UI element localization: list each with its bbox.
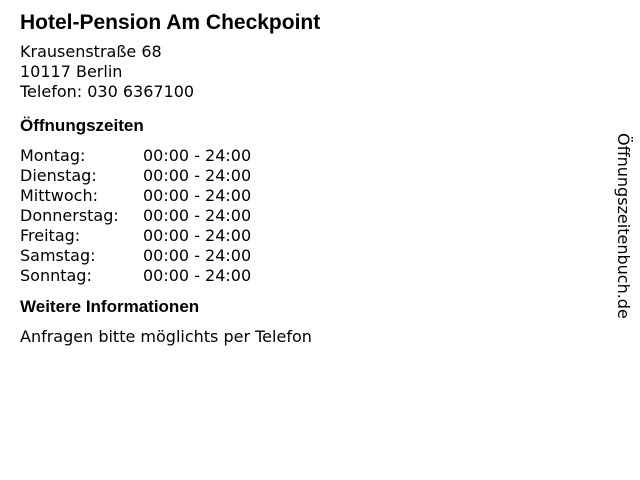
phone-line: Telefon: 030 6367100 xyxy=(20,82,195,101)
further-info-heading: Weitere Informationen xyxy=(20,297,200,316)
day-label: Mittwoch: xyxy=(20,186,98,205)
hours-row-sunday xyxy=(20,266,600,286)
time-range: 00:00 - 24:00 xyxy=(143,206,252,225)
day-label: Samstag: xyxy=(20,246,96,265)
day-label: Dienstag: xyxy=(20,166,97,185)
day-label: Sonntag: xyxy=(20,266,92,285)
hours-row-saturday xyxy=(20,246,600,266)
day-label: Donnerstag: xyxy=(20,206,119,225)
further-info-text: Anfragen bitte möglichts per Telefon xyxy=(20,327,312,346)
time-range: 00:00 - 24:00 xyxy=(143,186,252,205)
opening-hours-list xyxy=(20,146,600,286)
day-label: Freitag: xyxy=(20,226,81,245)
time-range: 00:00 - 24:00 xyxy=(143,266,252,285)
hours-row-wednesday xyxy=(20,186,600,206)
time-range: 00:00 - 24:00 xyxy=(143,146,252,165)
time-range: 00:00 - 24:00 xyxy=(143,246,252,265)
time-range: 00:00 - 24:00 xyxy=(143,166,252,185)
day-label: Montag: xyxy=(20,146,86,165)
business-name: Hotel-Pension Am Checkpoint xyxy=(20,11,321,34)
hours-row-friday xyxy=(20,226,600,246)
city-line: 10117 Berlin xyxy=(20,62,123,81)
time-range: 00:00 - 24:00 xyxy=(143,226,252,245)
hours-row-monday xyxy=(20,146,600,166)
site-watermark: Öffnungszeitenbuch.de xyxy=(614,133,633,319)
opening-hours-heading: Öffnungszeiten xyxy=(20,116,144,135)
address-block xyxy=(20,42,600,102)
hours-row-tuesday xyxy=(20,166,600,186)
street-address: Krausenstraße 68 xyxy=(20,42,162,61)
hours-row-thursday xyxy=(20,206,600,226)
business-card xyxy=(20,0,600,347)
